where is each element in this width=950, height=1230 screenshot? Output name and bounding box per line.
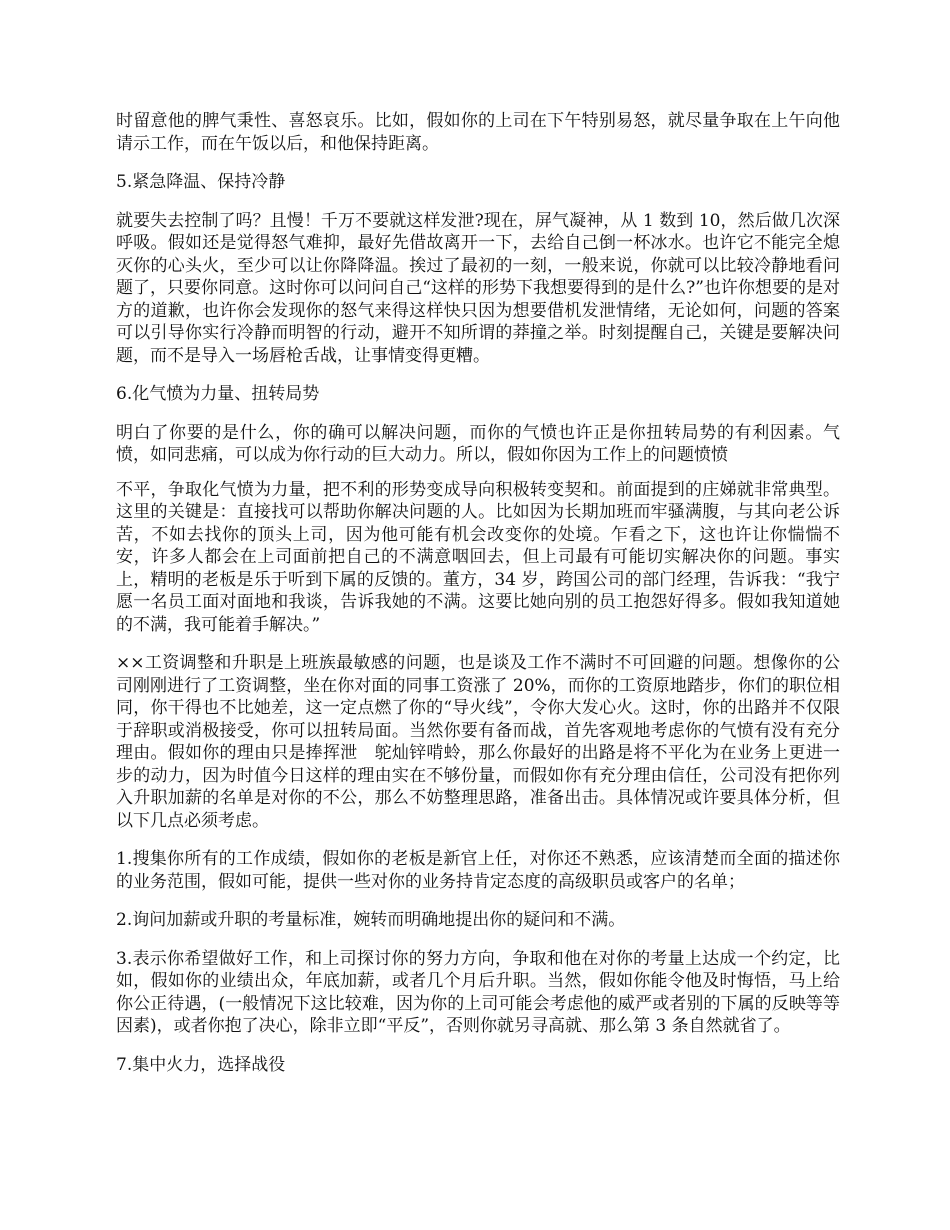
heading-section-5: 5.紧急降温、保持冷静 [116, 172, 286, 192]
paragraph-cool-down: 就要失去控制了吗？且慢！千万不要就这样发泄?现在，屏气凝神，从 1 数到 10，然后做几次深呼吸。假如还是觉得怒气难抑，最好先借故离开一下，去给自己倒一杯冰水。也许它不能完全熄灭你的心头火，至少可以让你降降温。挨过了最初的一刻，一般来说，你就可以比较冷静地看问题了，只要你同意。这时你可以问问自己“这样的形势下我想要得到的是什么?”也许你想要的是对方的道歉，也许你会发现你的怒气来得这样快只因为想要借机发泄情绪，无论如何，问题的答案可以引导你实行冷静而明智的行动，避开不知所谓的莽撞之举。时刻提醒自己，关键是要解决问题，而不是导入一场唇枪舌战，让事情变得更糟。 [116, 210, 840, 366]
heading-section-7: 7.集中火力，选择战役 [116, 1054, 286, 1075]
paragraph-approach-boss: 不平，争取化气愤为力量，把不利的形势变成导向积极转变契和。前面提到的庄娣就非常典型。这里的关键是：直接找可以帮助你解决问题的人。比如因为长期加班而牢骚满腹，与其向老公诉苦，不如去找你的顶头上司，因为他可能有机会改变你的处境。乍看之下，这也许让你惴惴不安，许多人都会在上司面前把自己的不满意咽回去，但上司最有可能切实解决你的问题。事实上，精明的老板是乐于听到下属的反馈的。董方，34 岁，跨国公司的部门经理，告诉我：“我宁愿一名员工面对面地和我谈，告诉我她的不满。这要比她向别的员工抱怨好得多。假如我知道她的不满，我可能着手解决。” [116, 479, 840, 635]
paragraph-anger-as-power: 明白了你要的是什么，你的确可以解决问题，而你的气愤也许正是你扭转局势的有利因素。气愤，如同悲痛，可以成为你行动的巨大动力。所以，假如你因为工作上的问题愤愤 [116, 422, 840, 465]
paragraph-salary-promotion: ××工资调整和升职是上班族最敏感的问题，也是谈及工作不满时不可回避的问题。想像你的公司刚刚进行了工资调整，坐在你对面的同事工资涨了 20%，而你的工资原地踏步，你们的职位相同，你干得也不比她差，这一定点燃了你的“导火线”，令你大发心火。这时，你的出路并不仅限于辞职或消极接受，你可以扭转局面。当然你要有备而战，首先客观地考虑你的气愤有没有充分理由。假如你的理由只是捧挥泄 鸵灿锌啃蛉，那么你最好的出路是将不平化为在业务上更进一步的动力，因为时值今日这样的理由实在不够份量，而假如你有充分理由信任，公司没有把你列入升职加薪的名单是对你的不公，那么不妨整理思路，准备出击。具体情况或许要具体分析，但以下几点必须考虑。 [116, 653, 840, 831]
list-item-3: 3.表示你希望做好工作，和上司探讨你的努力方向，争取和他在对你的考量上达成一个约定，比如，假如你的业绩出众，年底加薪，或者几个月后升职。当然，假如你能令他及时悔悟，马上给你公正待遇，(一般情况下这比较难，因为你的上司可能会考虑他的威严或者别的下属的反映等等因素)，或者你抱了决心，除非立即“平反”，否则你就另寻高就、那么第 3 条自然就省了。 [116, 948, 840, 1036]
list-item-2: 2.询问加薪或升职的考量标准，婉转而明确地提出你的疑问和不满。 [116, 910, 626, 930]
heading-section-6: 6.化气愤为力量、扭转局势 [116, 384, 320, 404]
list-item-1: 1.搜集你所有的工作成绩，假如你的老板是新官上任，对你还不熟悉，应该清楚而全面的描述你的业务范围，假如可能，提供一些对你的业务持肯定态度的高级职员或客户的名单； [116, 849, 840, 892]
paragraph-temper-timing: 时留意他的脾气秉性、喜怒哀乐。比如，假如你的上司在下午特别易怒，就尽量争取在上午向他请示工作，而在午饭以后，和他保持距离。 [116, 111, 840, 154]
